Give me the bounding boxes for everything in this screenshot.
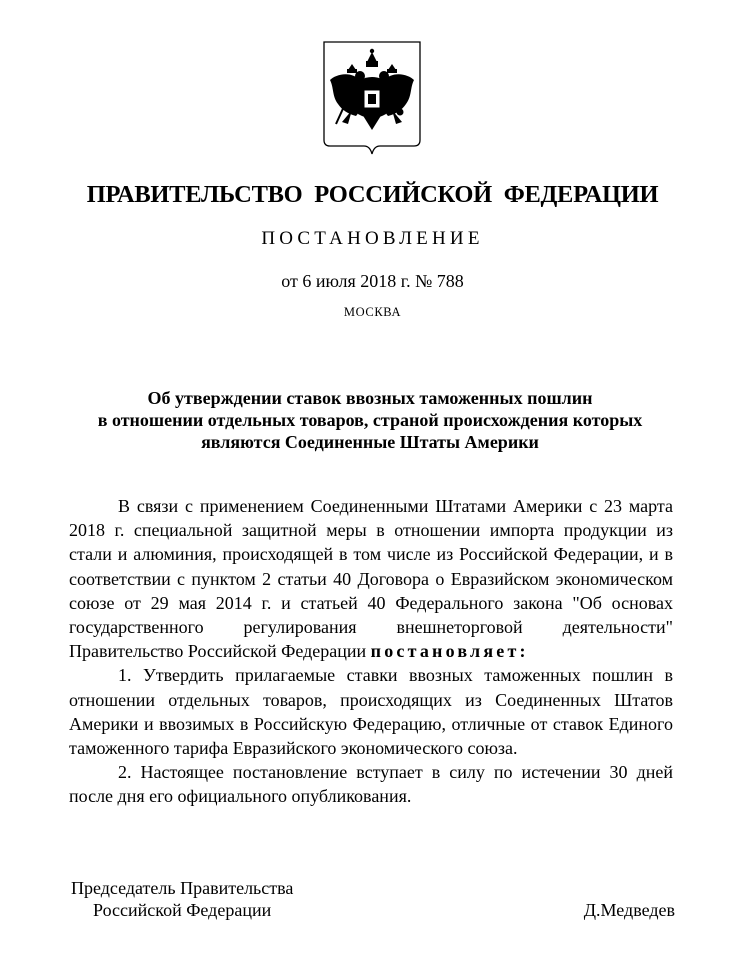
subject-line: являются Соединенные Штаты Америки (201, 432, 539, 452)
document-city: МОСКВА (343, 305, 402, 319)
government-title: ПРАВИТЕЛЬСТВО РОССИЙСКОЙ ФЕДЕРАЦИИ (86, 181, 659, 208)
clause-2: 2. Настоящее постановление вступает в силу по истечении 30 дней после дня его официального опубликования. (69, 762, 673, 807)
preamble-text: В связи с применением Соединенными Штатами Америки с 23 марта 2018 г. специальной защитной меры в отношении импорта продукции из стали и алюминия, происходящей в том числе из Российской Федерации, и в соответствии с пунктом 2 статьи 40 Договора о Евразийском экономическом союзе от 29 мая 2014 г. и статьей 40 Федерального закона "Об основах государственного регулирования внешнеторговой деятельности" Правительство Российской Федерации (69, 496, 673, 662)
clause-1: 1. Утвердить прилагаемые ставки ввозных таможенных пошлин в отношении отдельных товаров, происходящих из Соединенных Штатов Америки и ввозимых в Российскую Федерацию, отличные от ставок Единого таможенного тарифа Евразийского экономического союза. (69, 665, 673, 759)
signatory-title-line-1: Председатель Правительства (71, 878, 294, 898)
coat-of-arms-icon (322, 40, 422, 160)
preamble-paragraph (69, 494, 673, 663)
document-subject (70, 387, 670, 453)
document-body (69, 494, 673, 809)
subject-line: Об утверждении ставок ввозных таможенных пошлин (147, 388, 593, 408)
subject-line: в отношении отдельных товаров, страной происхождения которых (97, 410, 643, 430)
document-date-number: от 6 июля 2018 г. № 788 (281, 271, 464, 291)
signatory-title-line-2: Российской Федерации (93, 900, 272, 920)
decree-word: постановляет: (370, 641, 529, 662)
document-type: ПОСТАНОВЛЕНИЕ (261, 228, 484, 249)
signature-block (71, 877, 675, 921)
signatory-name: Д.Медведев (583, 900, 675, 920)
